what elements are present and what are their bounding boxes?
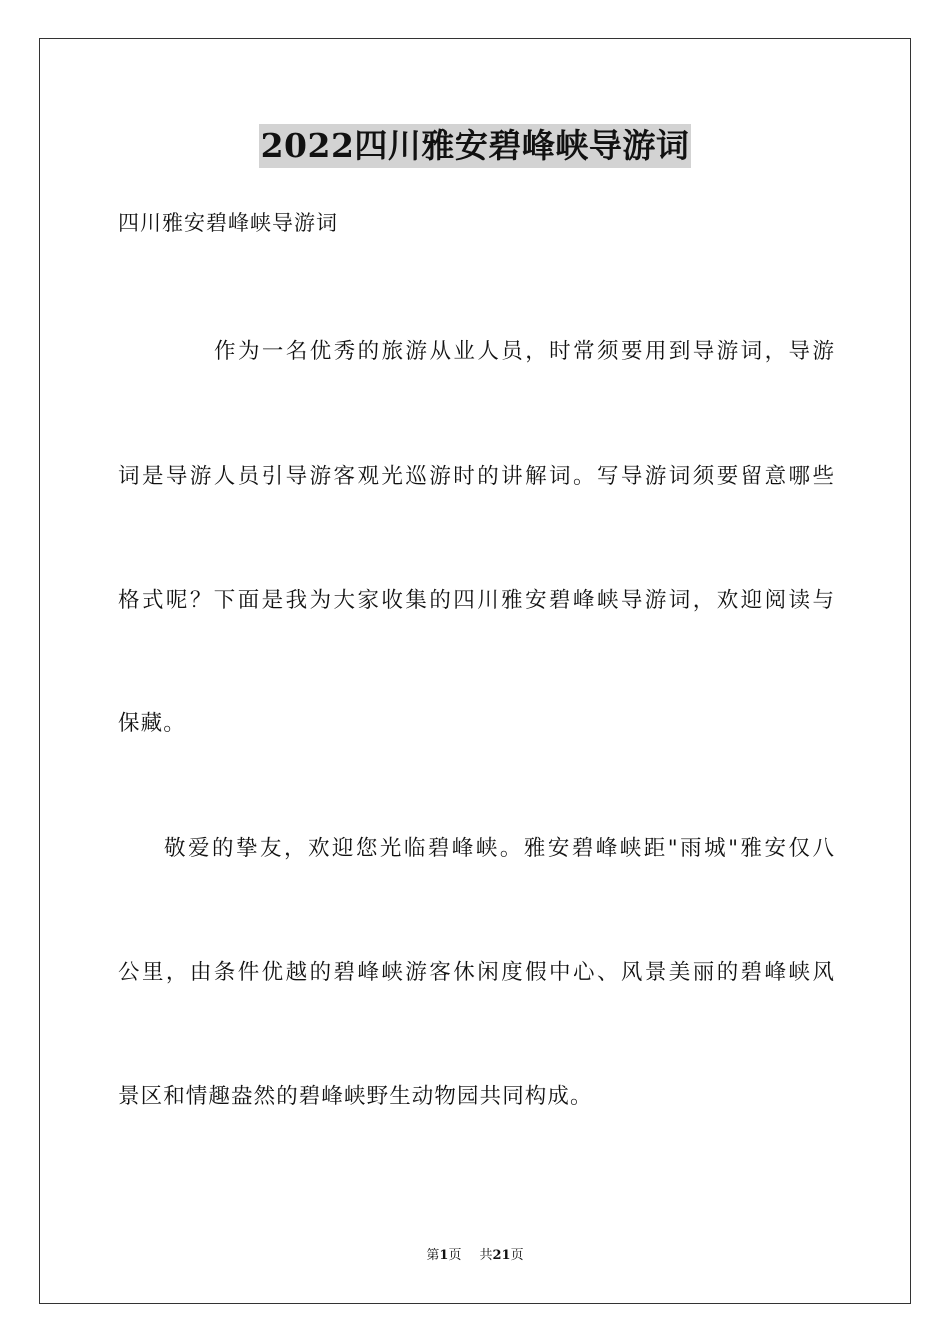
footer-total-suffix: 页	[510, 1248, 524, 1263]
footer-page-number: 1	[439, 1248, 449, 1263]
footer-total-pages: 21	[492, 1248, 511, 1263]
footer-page-suffix: 页	[448, 1248, 462, 1263]
footer-total-prefix: 共	[479, 1248, 493, 1263]
paragraph-2-line-1: 敬爱的挚友，欢迎您光临碧峰峡。雅安碧峰峡距"雨城"雅安仅八	[164, 836, 834, 861]
footer-page-prefix: 第	[426, 1248, 440, 1263]
paragraph-1-line-2: 词是导游人员引导游客观光巡游时的讲解词。写导游词须要留意哪些	[118, 464, 834, 489]
paragraph-2-line-2: 公里，由条件优越的碧峰峡游客休闲度假中心、风景美丽的碧峰峡风	[118, 960, 834, 985]
paragraph-1-line-3: 格式呢？下面是我为大家收集的四川雅安碧峰峡导游词，欢迎阅读与	[118, 588, 834, 613]
document-subtitle: 四川雅安碧峰峡导游词	[118, 211, 338, 235]
paragraph-1-line-4: 保藏。	[118, 711, 186, 736]
paragraph-1-line-1: 作为一名优秀的旅游从业人员，时常须要用到导游词，导游	[214, 339, 834, 364]
paragraph-2-line-3: 景区和情趣盎然的碧峰峡野生动物园共同构成。	[118, 1084, 593, 1109]
document-title	[0, 124, 950, 168]
page-footer	[0, 1247, 950, 1265]
document-title-text: 2022四川雅安碧峰峡导游词	[259, 124, 692, 168]
